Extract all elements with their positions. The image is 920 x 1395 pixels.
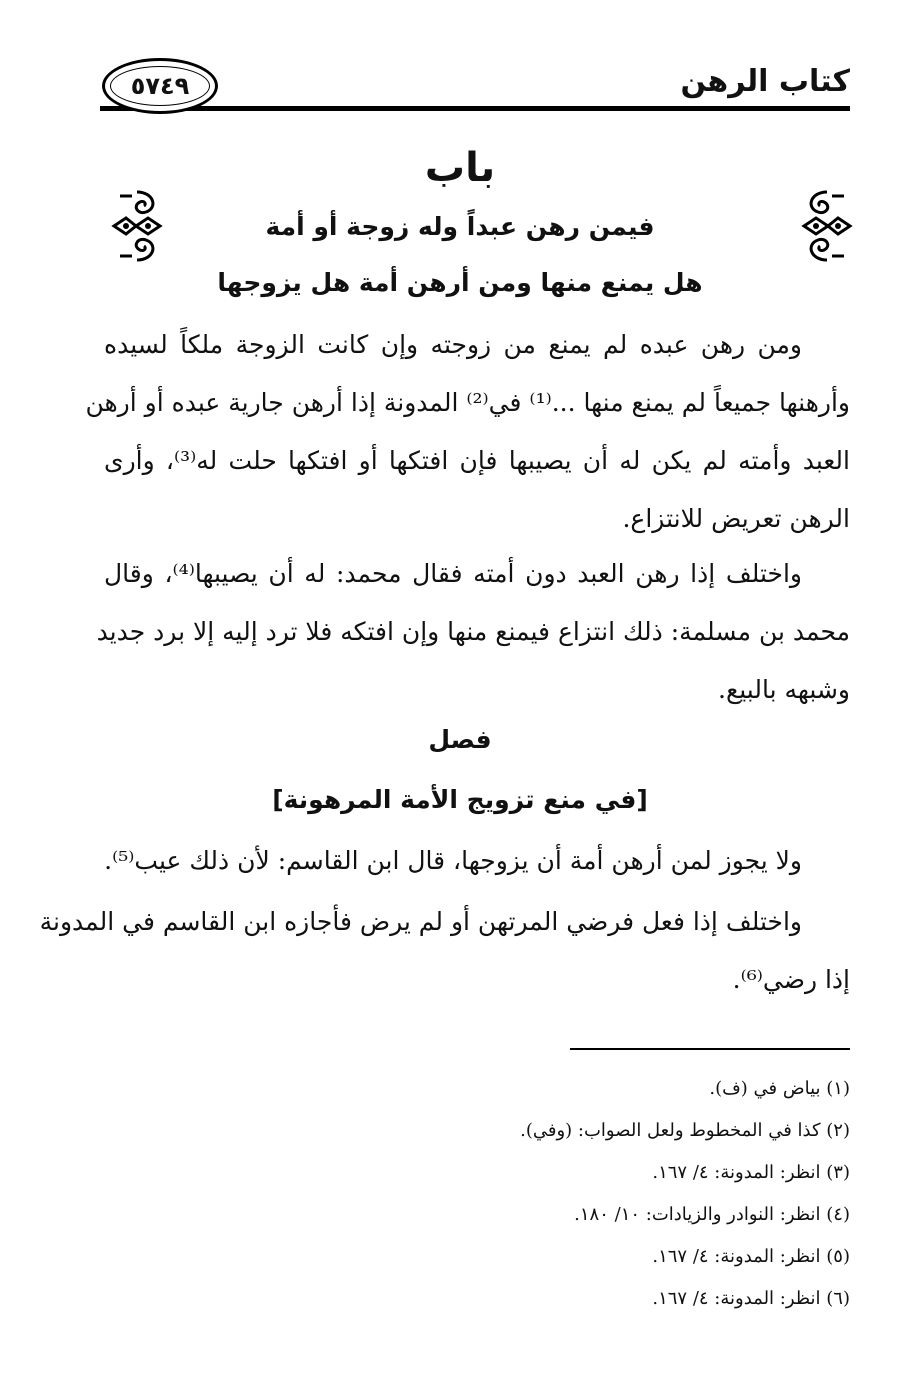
text-line: الرهن تعريض للانتزاع. (622, 504, 850, 533)
text-line: ومن رهن عبده لم يمنع من زوجته وإن كانت الزوجة ملكاً لسيده (104, 330, 802, 359)
body-paragraph (96, 545, 850, 719)
footnote-separator (570, 1048, 850, 1050)
footnote: (٥) انظر: المدونة: ٤/ ١٦٧. (652, 1246, 850, 1267)
chapter-title-line-1: فيمن رهن عبداً وله زوجة أو أمة (265, 212, 655, 241)
text-line: إذا رضي⁽⁶⁾. (732, 965, 850, 994)
text-line: محمد بن مسلمة: ذلك انتزاع فيمنع منها وإن افتكه فلا ترد إليه إلا برد جديد (96, 617, 850, 646)
text-line: وشبهه بالبيع. (718, 675, 850, 704)
footnote: (٦) انظر: المدونة: ٤/ ١٦٧. (652, 1288, 850, 1309)
text-line: ولا يجوز لمن أرهن أمة أن يزوجها، قال ابن القاسم: لأن ذلك عيب⁽⁵⁾. (104, 846, 802, 875)
body-paragraph (39, 893, 850, 1009)
header-rule (100, 106, 850, 111)
text-line: العبد وأمته لم يكن له أن يصيبها فإن افتكها أو افتكها حلت له⁽³⁾، وأرى (104, 446, 850, 475)
chapter-title-line-2: هل يمنع منها ومن أرهن أمة هل يزوجها (217, 268, 703, 297)
footnotes (104, 1068, 850, 1320)
footnote: (٤) انظر: النوادر والزيادات: ١٠/ ١٨٠. (574, 1204, 850, 1225)
body-paragraph (104, 832, 850, 890)
text-line: واختلف إذا فعل فرضي المرتهن أو لم يرض فأجازه ابن القاسم في المدونة (39, 907, 802, 936)
footnote: (٣) انظر: المدونة: ٤/ ١٦٧. (652, 1162, 850, 1183)
page-number: ٥٧٤٩ (130, 72, 190, 100)
footnote: (١) بياض في (ف). (709, 1078, 850, 1099)
body-paragraph (85, 316, 850, 548)
section-title: [في منع تزويج الأمة المرهونة] (272, 785, 648, 814)
footnote: (٢) كذا في المخطوط ولعل الصواب: (وفي). (520, 1120, 850, 1141)
running-title: كتاب الرهن (680, 64, 850, 99)
text-line: وأرهنها جميعاً لم يمنع منها ...⁽¹⁾ في⁽²⁾ المدونة إذا أرهن جارية عبده أو أرهن (85, 388, 850, 417)
text-line: واختلف إذا رهن العبد دون أمته فقال محمد: له أن يصيبها⁽⁴⁾، وقال (104, 559, 803, 588)
page-number-badge (102, 58, 218, 114)
chapter-heading: باب (424, 145, 496, 191)
section-heading: فصل (428, 725, 492, 754)
